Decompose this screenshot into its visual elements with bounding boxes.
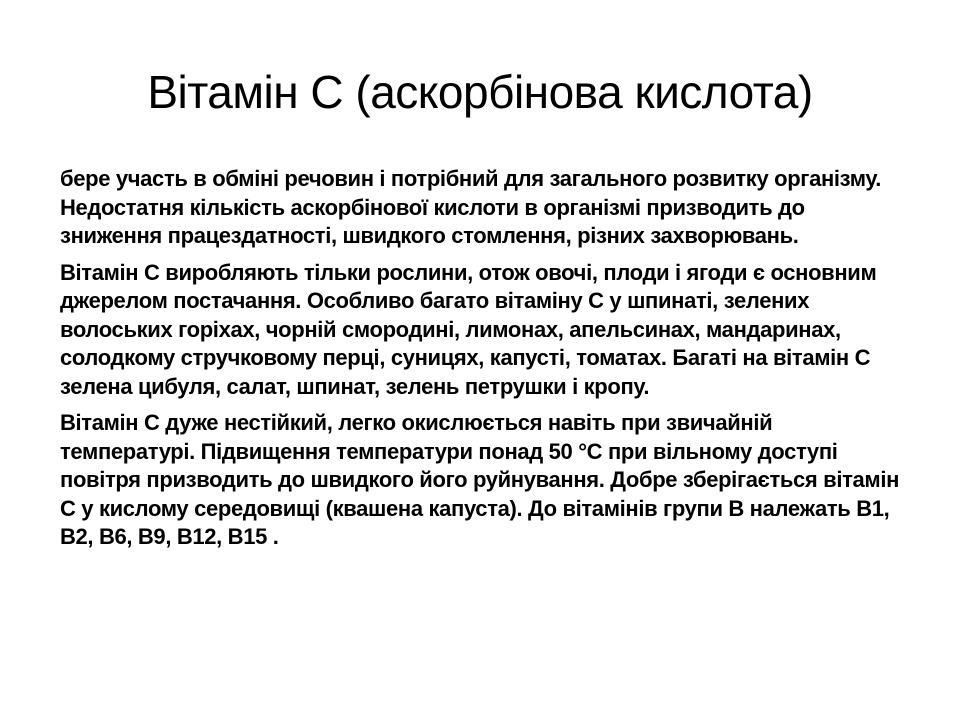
slide-title: Вітамін С (аскорбінова кислота)	[147, 66, 813, 118]
body-paragraph-2: Вітамін С виробляють тільки рослини, отож овочі, плоди і ягоди є основним джерелом постачання. Особливо багато вітаміну С у шпинаті, зелених волоських горіхах, чорній смородині, лимонах, апельсинах, мандаринах, солодкому стручковому перці, суницях, капусті, томатах. Багаті на вітамін С зелена цибуля, салат, шпинат, зелень петрушки і кропу.	[60, 259, 877, 399]
body-paragraph-3: Вітамін С дуже нестійкий, легко окислюється навіть при звичайній температурі. Підвищення температури понад 50 °С при вільному доступі повітря призводить до швидкого його руйнування. Добре зберігається вітамін С у кислому середовищі (квашена капуста). До вітамінів групи В належать В1, В2, В6, В9, В12, В15 .	[60, 410, 900, 549]
body-paragraph-1: бере участь в обміні речовин і потрібний для загального розвитку організму. Недостатня кількість аскорбінової кислоти в організмі призводить до зниження працездатності, швидкого стомлення, різних захворювань.	[60, 166, 882, 248]
slide-body	[60, 165, 910, 560]
